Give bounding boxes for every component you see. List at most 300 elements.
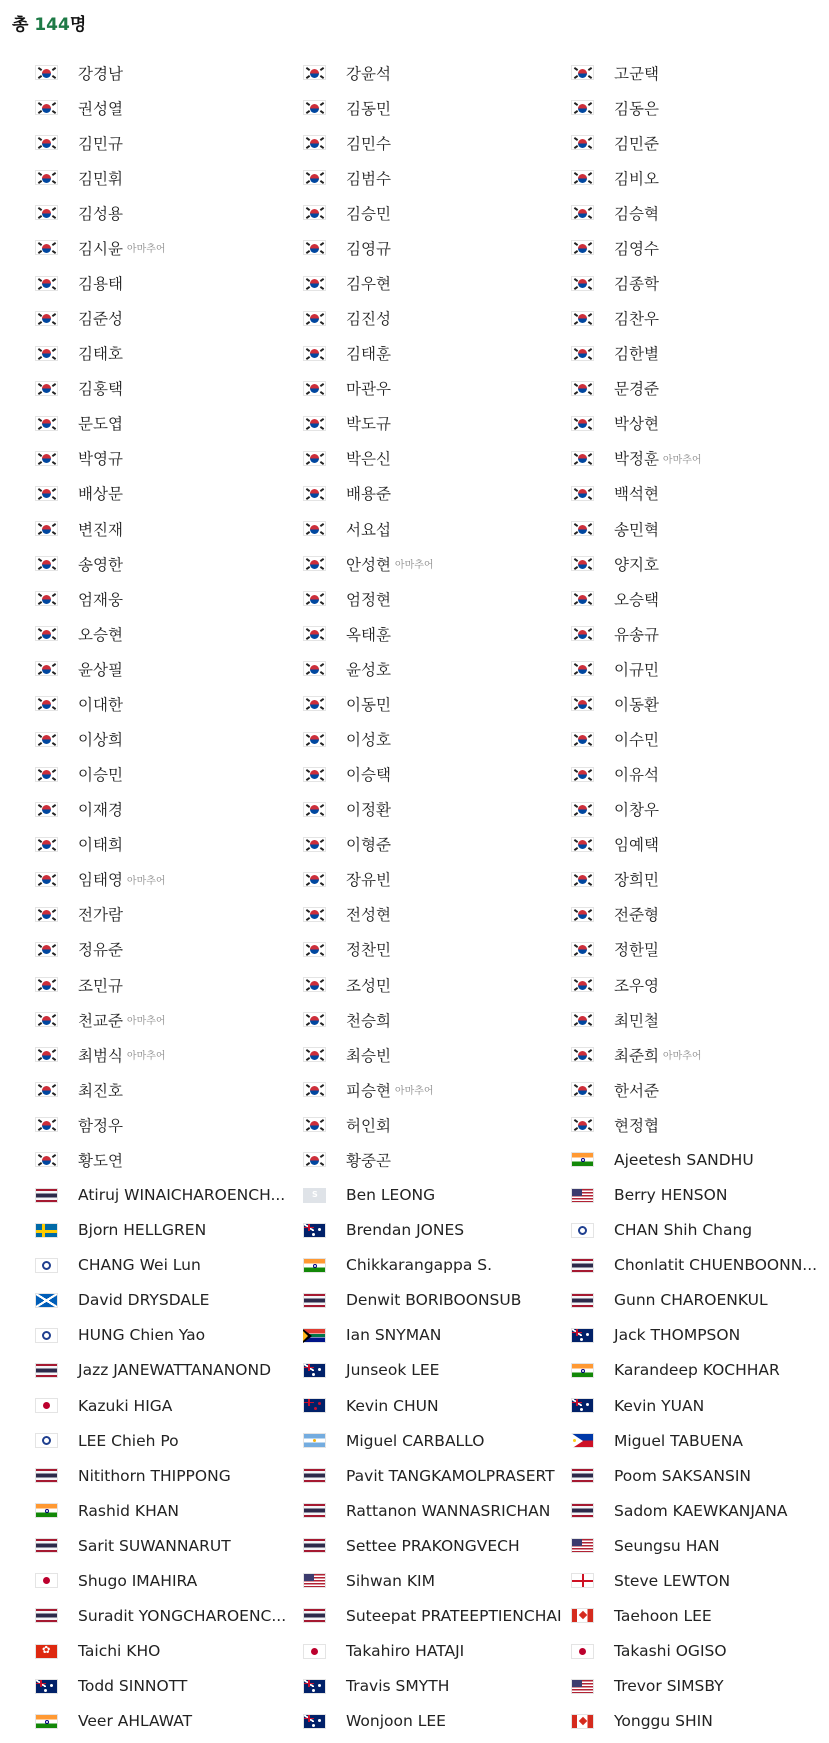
korea-flag-icon [35,907,58,922]
player-name: Yonggu SHIN [614,1712,713,1731]
korea-flag-icon [303,381,326,396]
player-item[interactable] [268,1072,536,1107]
player-item[interactable] [536,160,829,195]
korea-flag-icon [303,521,326,536]
player-item[interactable] [536,1318,829,1353]
player-item[interactable] [268,792,536,827]
player-item[interactable] [268,897,536,932]
player-item[interactable] [0,1002,268,1037]
player-name: 최범식 [78,1046,123,1065]
total-count: 144 [34,15,70,35]
player-item[interactable] [536,757,829,792]
player-name: 문도엽 [78,415,123,434]
player-item[interactable] [0,1142,268,1177]
player-name: 최준희 [614,1046,659,1065]
player-name: Travis SMYTH [346,1677,450,1696]
player-item[interactable] [0,1388,268,1423]
india-flag-icon [35,1714,58,1729]
player-item[interactable] [0,967,268,1002]
player-item[interactable] [0,1423,268,1458]
thailand-flag-icon [571,1293,594,1308]
player-name: David DRYSDALE [78,1291,210,1310]
player-item[interactable] [268,195,536,230]
player-item[interactable] [536,1178,829,1213]
player-item[interactable] [536,1458,829,1493]
korea-flag-icon [35,977,58,992]
player-name: 김준성 [78,310,123,329]
korea-flag-icon [303,486,326,501]
player-item[interactable] [268,406,536,441]
player-item[interactable] [536,1213,829,1248]
player-name: 오승택 [614,590,659,609]
player-item[interactable] [536,511,829,546]
korea-flag-icon [303,767,326,782]
player-name: 이수민 [614,731,659,750]
korea-flag-icon [303,732,326,747]
player-item[interactable] [0,862,268,897]
player-name: 박도규 [346,415,391,434]
player-item[interactable] [536,1634,829,1669]
player-item[interactable] [268,90,536,125]
player-name: Sarit SUWANNARUT [78,1536,231,1555]
player-name: Kevin CHUN [346,1396,439,1415]
korea-flag-icon [303,311,326,326]
argentina-flag-icon [303,1433,326,1448]
player-item[interactable] [268,1669,536,1704]
amateur-tag: 아마추어 [126,1016,166,1028]
player-name: 천교준 [78,1011,123,1030]
player-name: 이승택 [346,766,391,785]
korea-flag-icon [571,872,594,887]
player-item[interactable] [536,90,829,125]
player-item[interactable] [0,1283,268,1318]
player-name: 황도연 [78,1151,123,1170]
player-name: 김용태 [78,275,123,293]
player-item[interactable] [536,301,829,336]
player-item[interactable] [536,1142,829,1177]
player-item[interactable] [268,160,536,195]
player-item[interactable] [268,1598,562,1633]
player-item[interactable] [0,125,268,160]
player-name: Sihwan KIM [346,1571,436,1590]
player-item[interactable] [268,546,536,581]
player-name: 이재경 [78,801,123,820]
usa-flag-icon [571,1538,594,1553]
player-item[interactable] [536,406,829,441]
australia-flag-icon [35,1679,58,1694]
korea-flag-icon [35,100,58,115]
player-item[interactable] [536,1598,829,1633]
player-item[interactable] [0,1037,268,1072]
thailand-flag-icon [571,1468,594,1483]
player-name: Chonlatit CHUENBOONN... [614,1256,818,1275]
player-name: 임예택 [614,836,659,855]
player-list [0,55,829,1739]
player-item[interactable] [268,862,536,897]
player-name: 함정우 [78,1116,123,1135]
korea-flag-icon [303,872,326,887]
korea-flag-icon [35,1117,58,1132]
player-name: Taichi KHO [78,1642,161,1661]
player-item[interactable] [268,336,536,371]
player-item[interactable] [268,1142,536,1177]
player-item[interactable] [536,1002,829,1037]
player-item[interactable] [0,441,268,476]
player-name: 최진호 [78,1081,123,1100]
korea-flag-icon [303,907,326,922]
player-name: 이유석 [614,766,659,785]
korea-flag-icon [303,556,326,571]
player-item[interactable] [0,1634,268,1669]
australia-flag-icon [571,1398,594,1413]
player-name: 이정환 [346,801,391,820]
player-item[interactable] [268,686,536,721]
korea-flag-icon [35,1152,58,1167]
player-item[interactable] [268,511,536,546]
player-item[interactable] [268,1037,536,1072]
player-name: 전성현 [346,906,391,925]
player-name: 김동은 [614,99,659,118]
player-item[interactable] [268,265,536,300]
player-item[interactable] [268,1213,536,1248]
player-name: Veer AHLAWAT [78,1712,193,1731]
korea-flag-icon [571,767,594,782]
player-item[interactable] [0,371,268,406]
player-name: Sadom KAEWKANJANA [614,1501,788,1520]
player-item[interactable] [0,230,268,265]
player-name: Junseok LEE [346,1361,440,1380]
player-item[interactable] [536,1072,829,1107]
korea-flag-icon [571,100,594,115]
player-item[interactable] [536,1528,829,1563]
new-zealand-flag-icon [303,1398,326,1413]
player-item[interactable] [536,55,829,90]
korea-flag-icon [35,942,58,957]
player-item[interactable] [536,897,829,932]
player-item[interactable] [268,230,536,265]
player-item[interactable] [0,336,268,371]
player-item[interactable] [0,897,268,932]
player-name: Kazuki HIGA [78,1396,173,1415]
player-name: 이성호 [346,731,391,750]
player-item[interactable] [536,862,829,897]
player-name: 허인회 [346,1116,391,1135]
korea-flag-icon [35,626,58,641]
player-name: 윤성호 [346,660,391,679]
player-item[interactable] [536,967,829,1002]
player-item[interactable] [268,1353,536,1388]
player-item[interactable] [536,546,829,581]
korea-flag-icon [571,135,594,150]
player-name: Miguel TABUENA [614,1431,743,1450]
player-item[interactable] [536,1388,829,1423]
korea-flag-icon [35,696,58,711]
player-item[interactable] [268,827,536,862]
player-item[interactable] [268,616,536,651]
player-item[interactable] [536,792,829,827]
korea-flag-icon [35,521,58,536]
player-item[interactable] [536,336,829,371]
player-item[interactable] [268,581,536,616]
player-item[interactable] [536,265,829,300]
player-item[interactable] [0,932,268,967]
player-item[interactable] [0,1563,268,1598]
player-item[interactable] [268,1528,536,1563]
player-item[interactable] [0,546,268,581]
amateur-tag: 아마추어 [126,1051,166,1063]
player-item[interactable] [268,1178,536,1213]
total-suffix: 명 [69,15,87,35]
player-item[interactable] [268,1107,536,1142]
player-item[interactable] [268,1423,536,1458]
player-item[interactable] [0,1598,287,1633]
player-item[interactable] [0,1458,268,1493]
singapore-flag-icon [303,1188,326,1203]
korea-flag-icon [571,416,594,431]
player-item[interactable] [0,1353,272,1388]
total-count-heading [12,10,86,35]
player-item[interactable] [268,1458,555,1493]
player-name: 김한별 [614,345,659,364]
korea-flag-icon [571,276,594,291]
player-item[interactable] [268,1318,536,1353]
korea-flag-icon [35,767,58,782]
player-item[interactable] [0,1493,268,1528]
thailand-flag-icon [303,1503,326,1518]
player-item[interactable] [0,651,268,686]
player-item[interactable] [0,721,268,756]
player-item[interactable] [0,301,268,336]
player-name: Nitithorn THIPPONG [78,1466,231,1485]
player-name: Rashid KHAN [78,1501,179,1520]
korea-flag-icon [35,311,58,326]
player-item[interactable] [268,1002,536,1037]
player-item[interactable] [536,476,829,511]
player-item[interactable] [268,1388,536,1423]
player-name: 조우영 [614,976,659,995]
japan-flag-icon [35,1398,58,1413]
korea-flag-icon [303,1152,326,1167]
player-name: 배상문 [78,485,123,504]
player-item[interactable] [0,1704,268,1739]
player-name: 조민규 [78,976,123,995]
player-item[interactable] [536,686,829,721]
korea-flag-icon [303,416,326,431]
player-item[interactable] [0,511,268,546]
thailand-flag-icon [303,1538,326,1553]
player-item[interactable] [0,1072,268,1107]
player-name: Trevor SIMSBY [614,1677,724,1696]
chinese-taipei-flag-icon [571,1223,594,1238]
player-name: 박정훈 [614,450,659,469]
player-item[interactable] [0,757,268,792]
player-item[interactable] [536,125,829,160]
korea-flag-icon [571,696,594,711]
player-name: 김민휘 [78,169,123,188]
player-name: 안성현 [346,555,391,574]
korea-flag-icon [303,626,326,641]
thailand-flag-icon [571,1258,594,1273]
player-item[interactable] [536,1669,829,1704]
india-flag-icon [571,1363,594,1378]
player-name: 김우현 [346,275,391,293]
player-name: Miguel CARBALLO [346,1431,485,1450]
korea-flag-icon [35,240,58,255]
player-item[interactable] [536,195,829,230]
player-item[interactable] [0,1248,268,1283]
player-item[interactable] [268,967,536,1002]
player-item[interactable] [268,651,536,686]
korea-flag-icon [35,1082,58,1097]
korea-flag-icon [35,170,58,185]
korea-flag-icon [571,346,594,361]
player-name: Seungsu HAN [614,1536,720,1555]
player-name: 양지호 [614,555,659,574]
player-item[interactable] [268,721,536,756]
player-name: Karandeep KOCHHAR [614,1361,780,1380]
korea-flag-icon [35,661,58,676]
korea-flag-icon [571,907,594,922]
player-name: 임태영 [78,871,123,890]
player-name: 김민규 [78,134,123,153]
player-item[interactable] [536,932,829,967]
player-item[interactable] [268,1248,536,1283]
player-item[interactable] [536,1704,829,1739]
player-name: 전가람 [78,906,123,925]
player-item[interactable] [536,371,829,406]
player-name: 오승현 [78,625,123,644]
korea-flag-icon [303,276,326,291]
player-name: 옥태훈 [346,625,391,644]
player-name: Rattanon WANNASRICHAN [346,1501,551,1520]
player-item[interactable] [536,1248,829,1283]
player-item[interactable] [0,792,268,827]
player-name: Pavit TANGKAMOLPRASERT [346,1466,555,1485]
korea-flag-icon [35,802,58,817]
chinese-taipei-flag-icon [35,1433,58,1448]
korea-flag-icon [35,135,58,150]
player-name: 김태호 [78,345,123,364]
korea-flag-icon [303,696,326,711]
player-item[interactable] [0,160,268,195]
korea-flag-icon [571,977,594,992]
player-name: 김진성 [346,310,391,329]
player-item[interactable] [268,932,536,967]
player-item[interactable] [0,1213,268,1248]
player-item[interactable] [536,1493,829,1528]
player-item[interactable] [268,476,536,511]
player-name: 이동민 [346,695,391,714]
player-item[interactable] [268,371,536,406]
player-item[interactable] [536,1037,829,1072]
player-item[interactable] [0,1318,268,1353]
player-item[interactable] [0,265,268,300]
player-name: Takahiro HATAJI [346,1642,465,1661]
korea-flag-icon [571,451,594,466]
usa-flag-icon [571,1188,594,1203]
player-item[interactable] [536,441,829,476]
player-item[interactable] [536,1563,829,1598]
player-name: 엄정현 [346,590,391,609]
player-name: HUNG Chien Yao [78,1326,206,1345]
player-item[interactable] [268,1283,536,1318]
player-name: 백석현 [614,485,659,504]
korea-flag-icon [303,977,326,992]
player-item[interactable] [268,1493,551,1528]
player-item[interactable] [536,1353,829,1388]
player-item[interactable] [0,686,268,721]
player-item[interactable] [268,301,536,336]
player-item[interactable] [0,1178,286,1213]
korea-flag-icon [571,240,594,255]
player-item[interactable] [536,827,829,862]
player-item[interactable] [268,125,536,160]
player-name: Ajeetesh SANDHU [614,1150,754,1169]
korea-flag-icon [571,591,594,606]
player-item[interactable] [0,476,268,511]
player-name: 김비오 [614,169,659,188]
player-name: 이규민 [614,660,659,679]
player-item[interactable] [0,1107,268,1142]
player-item[interactable] [268,1634,536,1669]
india-flag-icon [571,1152,594,1167]
korea-flag-icon [303,1047,326,1062]
india-flag-icon [35,1503,58,1518]
player-item[interactable] [536,1423,829,1458]
player-name: Shugo IMAHIRA [78,1571,198,1590]
player-name: Steve LEWTON [614,1571,731,1590]
player-item[interactable] [268,1704,536,1739]
player-item[interactable] [0,195,268,230]
player-item[interactable] [0,1528,268,1563]
player-item[interactable] [536,1107,829,1142]
player-item[interactable] [0,55,268,90]
player-item[interactable] [268,757,536,792]
korea-flag-icon [303,100,326,115]
player-item[interactable] [536,581,829,616]
australia-flag-icon [303,1714,326,1729]
player-name: 천승희 [346,1011,391,1030]
player-item[interactable] [536,651,829,686]
player-item[interactable] [0,616,268,651]
player-item[interactable] [268,55,536,90]
player-item[interactable] [536,230,829,265]
player-name: 정찬민 [346,941,391,960]
player-item[interactable] [536,721,829,756]
player-name: 김민수 [346,134,391,153]
player-item[interactable] [0,827,268,862]
player-name: 권성열 [78,99,123,118]
player-name: 전준형 [614,906,659,925]
korea-flag-icon [303,135,326,150]
player-item[interactable] [0,1669,268,1704]
korea-flag-icon [571,1117,594,1132]
korea-flag-icon [303,837,326,852]
korea-flag-icon [35,451,58,466]
player-item[interactable] [268,441,536,476]
player-item[interactable] [536,1283,829,1318]
player-item[interactable] [0,406,268,441]
player-name: 김성용 [78,204,123,223]
player-item[interactable] [268,1563,536,1598]
player-item[interactable] [0,90,268,125]
korea-flag-icon [571,1047,594,1062]
player-name: Gunn CHAROENKUL [614,1291,768,1310]
korea-flag-icon [571,65,594,80]
player-item[interactable] [536,616,829,651]
player-item[interactable] [0,581,268,616]
player-name: Atiruj WINAICHAROENCH... [78,1186,286,1205]
